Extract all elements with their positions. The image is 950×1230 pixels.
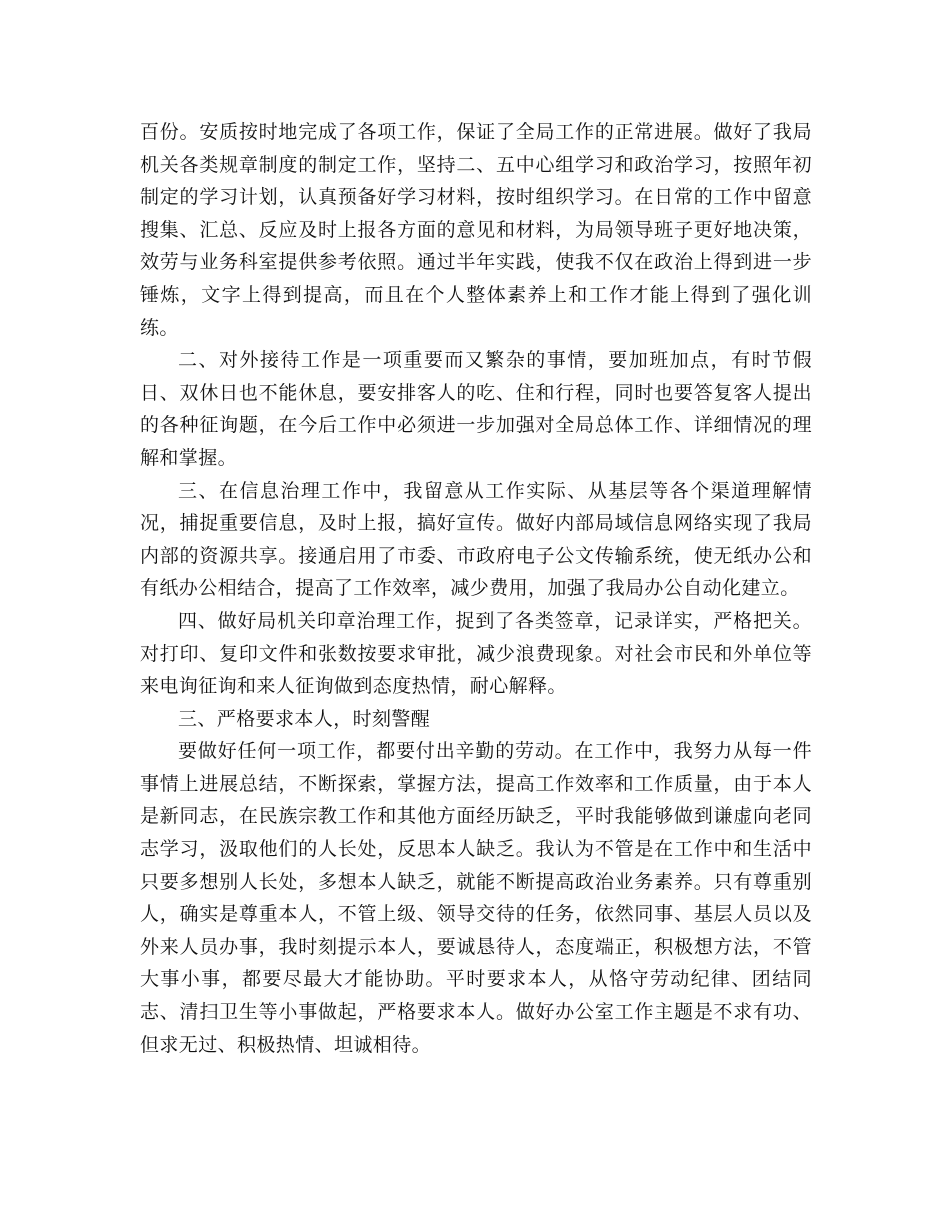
- paragraph-information-management: 三、在信息治理工作中，我留意从工作实际、从基层等各个渠道理解情况，捕捉重要信息，及时上报，搞好宣传。做好内部局域信息网络实现了我局内部的资源共享。接通启用了市委、市政府电子公文传输系统，使无纸办公和有纸办公相结合，提高了工作效率，减少费用，加强了我局办公自动化建立。: [140, 479, 812, 600]
- document-page: [140, 116, 812, 1061]
- section-heading-self-discipline: 三、严格要求本人，时刻警醒: [178, 707, 431, 730]
- paragraph-self-discipline: 要做好任何一项工作，都要付出辛勤的劳动。在工作中，我努力从每一件事情上进展总结，不断探索，掌握方法，提高工作效率和工作质量，由于本人是新同志，在民族宗教工作和其他方面经历缺乏，平时我能够做到谦虚向老同志学习，汲取他们的人长处，反思本人缺乏。我认为不管是在工作中和生活中只要多想别人长处，多想本人缺乏，就能不断提高政治业务素养。只有尊重别人，确实是尊重本人，不管上级、领导交待的任务，依然同事、基层人员以及外来人员办事，我时刻提示本人，要诚恳待人，态度端正，积极想方法，不管大事小事，都要尽最大才能协助。平时要求本人，从恪守劳动纪律、团结同志、清扫卫生等小事做起，严格要求本人。做好办公室工作主题是不求有功、但求无过、积极热情、坦诚相待。: [140, 740, 812, 1056]
- paragraph-continuation: 百份。安质按时地完成了各项工作，保证了全局工作的正常进展。做好了我局机关各类规章制度的制定工作，坚持二、五中心组学习和政治学习，按照年初制定的学习计划，认真预备好学习材料，按时组织学习。在日常的工作中留意搜集、汇总、反应及时上报各方面的意见和材料，为局领导班子更好地决策，效劳与业务科室提供参考依照。通过半年实践，使我不仅在政治上得到进一步锤炼，文字上得到提高，而且在个人整体素养上和工作才能上得到了强化训练。: [140, 121, 812, 339]
- paragraph-reception-work: 二、对外接待工作是一项重要而又繁杂的事情，要加班加点，有时节假日、双休日也不能休息，要安排客人的吃、住和行程，同时也要答复客人提出的各种征询题，在今后工作中必须进一步加强对全局总体工作、详细情况的理解和掌握。: [140, 349, 812, 469]
- paragraph-seal-management: 四、做好局机关印章治理工作，捉到了各类签章，记录详实，严格把关。对打印、复印文件和张数按要求审批，减少浪费现象。对社会市民和外单位等来电询征询和来人征询做到态度热情，耐心解释。: [140, 609, 812, 698]
